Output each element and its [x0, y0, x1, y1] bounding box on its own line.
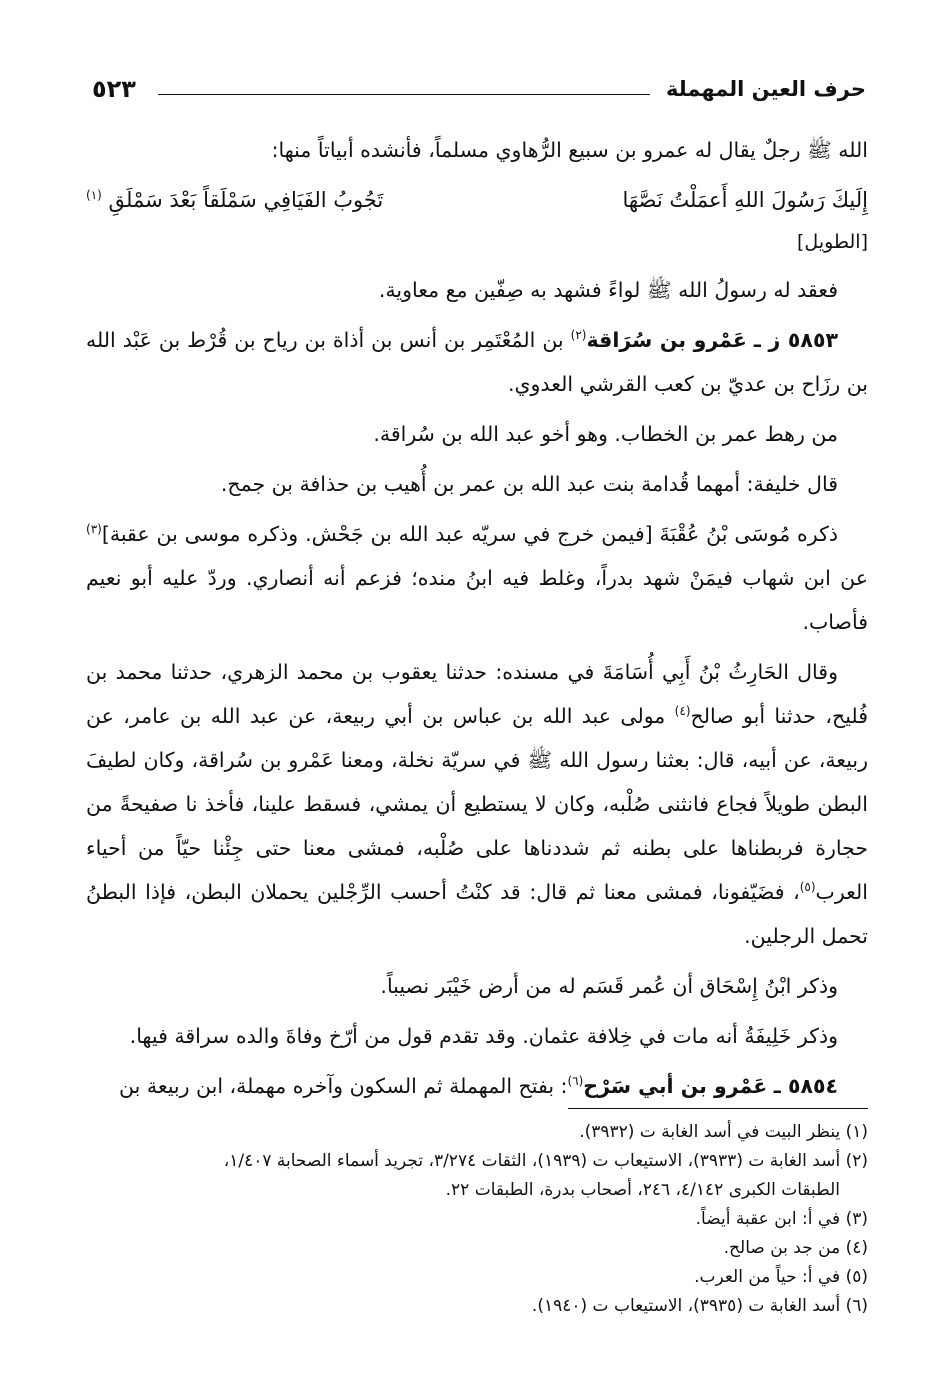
footnote-ref: (٣)	[86, 522, 102, 537]
poetry-verse	[86, 178, 868, 222]
verse-first-hemistich: إِلَيكَ رَسُولَ اللهِ أَعمَلْتُ نَصَّهَا	[622, 188, 868, 212]
paragraph: قال خليفة: أمهما قُدامة بنت عبد الله بن عمر بن أُهيب بن حذافة بن جمح.	[220, 472, 838, 496]
entry-5854	[86, 1064, 868, 1108]
footnote: (١) ينظر البيت في أسد الغابة ت (٣٩٣٢).	[579, 1122, 868, 1142]
footnotes	[86, 1118, 868, 1321]
verse-second-hemistich: تَجُوبُ الفَيَافِي سَمْلَقاً بَعْدَ سَمْلَقِ $^{(١)}$	[86, 188, 384, 212]
entry-name: عَمْرو بن أبي سَرْح	[583, 1074, 768, 1098]
paragraph: فعقد له رسولُ الله ﷺ لواءً فشهد به صِفّين مع معاوية.	[378, 278, 838, 302]
paragraph: من رهط عمر بن الخطاب. وهو أخو عبد الله بن سُراقة.	[373, 422, 838, 446]
paragraph: ذكره مُوسَى بْنُ عُقْبَةَ [فيمن خرج في سريّه عبد الله بن جَحْش. وذكره موسى بن عقبة]$^{(٣)}$ عن ابن شهاب فيمَنْ شهد بدراً، وغلط فيه ابنُ منده؛ فزعم أنه أنصاري. وردّ عليه أبو نعيم فأصاب.	[86, 522, 868, 634]
paragraph: وذكر ابْنُ إِسْحَاق أن عُمر قَسَم له من أرض خَيْبَر نصيباً.	[380, 974, 838, 998]
entry-text: بن المُعْتَمِر بن أنس بن أذاة بن رياح بن قُرْط بن عَبْد الله بن رزَاح بن عديّ بن كعب القرشي العدوي.	[86, 328, 868, 396]
running-header	[92, 72, 866, 106]
entry-number: ٥٨٥٤ ـ	[773, 1074, 838, 1098]
footnote-ref: (١)	[86, 188, 102, 202]
footnote-separator	[568, 1108, 868, 1109]
footnote: (٥) في أ: حياً من العرب.	[694, 1267, 868, 1287]
page-number: ٥٢٣	[92, 75, 136, 103]
header-rule	[158, 94, 650, 95]
footnote: (٦) أسد الغابة ت (٣٩٣٥)، الاستيعاب ت (١٩٤٠).	[531, 1296, 868, 1316]
footnote-continuation: الطبقات الكبرى ٤/١٤٢، ٢٤٦، أصحاب بدرة، الطبقات ٢٢.	[445, 1180, 840, 1200]
chapter-title: حرف العين المهملة	[665, 77, 866, 101]
main-text	[86, 128, 868, 1114]
footnote-ref: (٦)	[567, 1074, 584, 1089]
paragraph: وذكر خَلِيفَةُ أنه مات في خِلافة عثمان. وقد تقدم قول من أرّخ وفاةَ والده سراقة فيها.	[129, 1024, 838, 1048]
footnote-ref: (٢)	[570, 328, 587, 343]
footnote-ref: (٤)	[674, 704, 691, 719]
entry-number: ٥٨٥٣ ز ـ	[753, 328, 838, 352]
footnote: (٤) من جد بن صالح.	[723, 1238, 868, 1258]
footnote: (٢) أسد الغابة ت (٣٩٣٣)، الاستيعاب ت (١٩٣٩)، الثقات ٣/٢٧٤، تجريد أسماء الصحابة ١/٤٠٧،	[223, 1151, 868, 1171]
entry-5853	[86, 318, 868, 406]
footnote-ref: (٥)	[799, 880, 816, 895]
entry-name: عَمْرو بن سُرَاقة	[586, 328, 747, 352]
meter-label: [الطويل]	[797, 231, 868, 253]
paragraph: وقال الحَارِثُ بْنُ أَبِي أُسَامَةَ في مسنده: حدثنا يعقوب بن محمد الزهري، حدثنا محمد بن فُليح، حدثنا أبو صالح$^{(٤)}$ مولى عبد الله بن عباس بن أبي ربيعة، عن عبد الله بن عامر، عن ربيعة، عن أبيه، قال: بعثنا رسول الله ﷺ في سريّة نخلة، ومعنا عَمْرو بن سُراقة، وكان لطيفَ البطن طويلاً فجاع فانثنى صُلْبه، وكان لا يستطيع أن يمشي، فسقط علينا، فأخذ نا صفيحةً من حجارة فربطناها على بطنه ثم شددناها على صُلْبه، فمشى معنا حتى جِئْنا حيّاً من أحياء العرب$^{(٥)}$، فضَيّفونا، فمشى معنا ثم قال: قد كنْتُ أحسب الرِّجْلين يحملان البطن، فإذا البطنُ تحمل الرجلين.	[86, 660, 868, 948]
paragraph: الله ﷺ رجلٌ يقال له عمرو بن سبيع الرُّهاوي مسلماً، فأنشده أبياتاً منها:	[271, 138, 868, 162]
footnote: (٣) في أ: ابن عقبة أيضاً.	[695, 1209, 868, 1229]
entry-text: : بفتح المهملة ثم السكون وآخره مهملة، ابن ربيعة بن	[119, 1074, 568, 1098]
